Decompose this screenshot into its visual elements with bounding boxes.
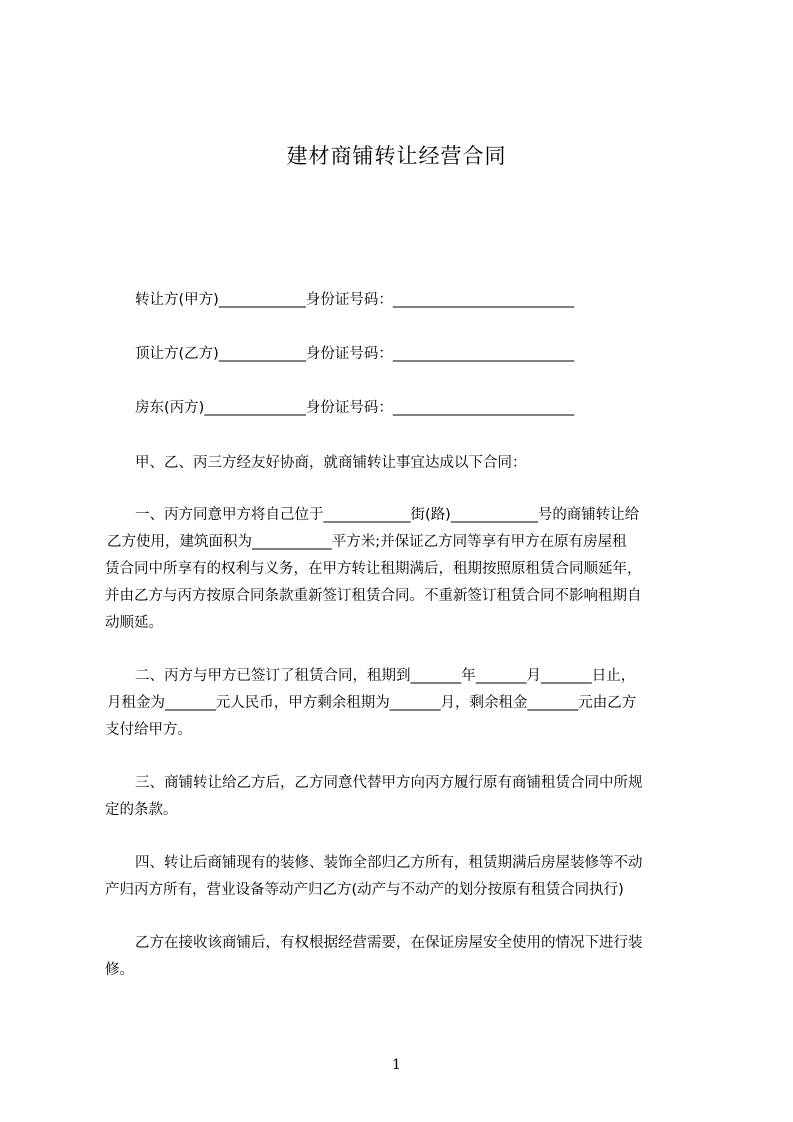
clause-line: 支付给甲方。	[105, 722, 192, 738]
clause-line: 定的条款。	[105, 802, 178, 818]
clause-line: 产归丙方所有，营业设备等动产归乙方(动产与不动产的划分按原有租赁合同执行)	[105, 882, 624, 898]
clause-line: 动顺延。	[105, 615, 163, 631]
clause-line: 二、丙方与甲方已签订了租赁合同，租期到_______年_______月_______日止，	[135, 668, 636, 684]
clause-line: 一、丙方同意甲方将自己位于____________街(路)____________号的商铺转让给	[135, 507, 640, 523]
document-title: 建材商铺转让经营合同	[286, 144, 507, 168]
clause-line: 乙方在接收该商铺后，有权根据经营需要，在保证房屋安全使用的情况下进行装	[135, 935, 643, 951]
clause-line: 四、转让后商铺现有的装修、装饰全部归乙方所有，租赁期满后房屋装修等不动	[135, 855, 643, 871]
clause-line: 并由乙方与丙方按原合同条款重新签订租赁合同。不重新签订租赁合同不影响租期自	[105, 588, 642, 604]
clause-line: 三、商铺转让给乙方后，乙方同意代替甲方向丙方履行原有商铺租赁合同中所规	[135, 775, 643, 791]
landlord-line: 房东(丙方)______________身份证号码：_________________________	[135, 400, 575, 416]
page-number: 1	[392, 1057, 401, 1073]
clause-line: 赁合同中所享有的权利与义务，在甲方转让租期满后，租期按照原租赁合同顺延年，	[105, 561, 642, 577]
transferee-line: 顶让方(乙方)____________身份证号码：_________________________	[135, 346, 575, 362]
clause-line: 乙方使用，建筑面积为___________平方米;并保证乙方同等享有甲方在原有房屋租	[107, 534, 627, 550]
transferor-line: 转让方(甲方)____________身份证号码：_________________________	[135, 292, 575, 308]
clause-line: 月租金为_______元人民币，甲方剩余租期为_______月，剩余租金_______元由乙方	[107, 695, 637, 711]
intro-text: 甲、乙、丙三方经友好协商，就商铺转让事宜达成以下合同：	[135, 455, 527, 471]
clause-line: 修。	[105, 962, 134, 978]
